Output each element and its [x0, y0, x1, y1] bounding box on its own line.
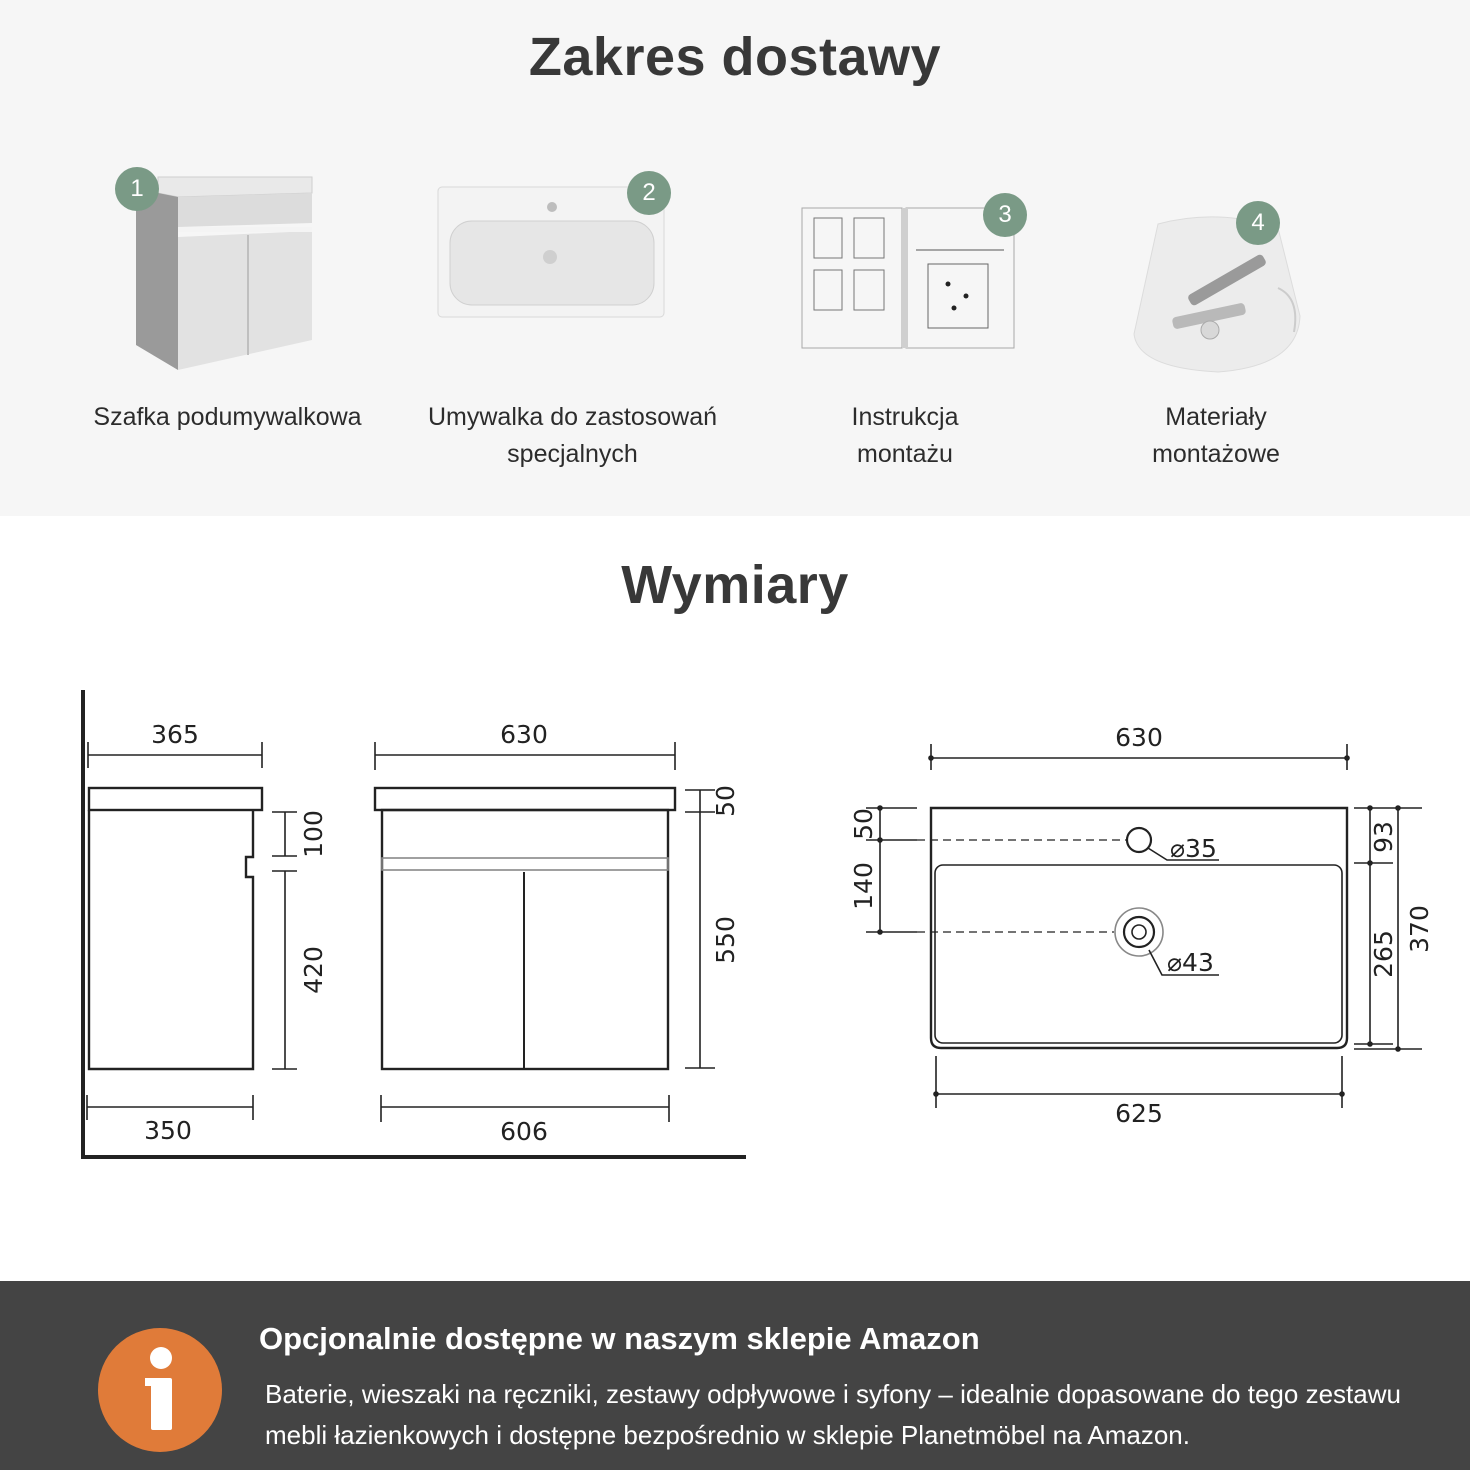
badge-2: 2	[627, 171, 671, 215]
item-label-basin: Umywalka do zastosowań specjalnych	[427, 403, 717, 468]
hardware-bag-icon	[1128, 212, 1308, 380]
badge-4: 4	[1236, 201, 1280, 245]
dimension-drawing	[0, 640, 1470, 1200]
info-text: Baterie, wieszaki na ręczniki, zestawy odpływowe i syfony – idealnie dopasowane do tego zestawu mebli łazienkowych i dostępne bezpośrednio w sklepie Planetmöbel na Amazon.	[265, 1379, 1401, 1450]
front-top-slab	[375, 788, 675, 810]
dim-side-bottom-width: 350	[144, 1116, 192, 1145]
delivery-title: Zakres dostawy	[528, 27, 942, 87]
dim-drain-hole: ⌀43	[1167, 948, 1214, 977]
dim-basin-inner-width: 625	[1115, 1099, 1163, 1128]
dim-left-offset-mid: 140	[849, 862, 878, 910]
item-label-cabinet: Szafka podumywalkowa	[93, 403, 362, 431]
manual-icon	[798, 204, 1018, 354]
dim-front-total-height: 550	[711, 916, 740, 964]
dim-right-upper: 93	[1369, 821, 1398, 853]
dim-side-body-height: 420	[299, 946, 328, 994]
vanity-cabinet-icon	[130, 165, 320, 375]
info-heading: Opcjonalnie dostępne w naszym sklepie Amazon	[259, 1321, 980, 1356]
badge-3: 3	[983, 193, 1027, 237]
basin-bowl	[935, 865, 1342, 1043]
item-label-manual: Instrukcja montażu	[851, 403, 959, 468]
dim-side-top-width: 365	[151, 720, 199, 749]
drain-outer-icon	[1115, 908, 1163, 956]
side-body	[89, 810, 253, 1069]
dim-basin-outer-width: 630	[1115, 723, 1163, 752]
dim-left-offset-top: 50	[849, 808, 878, 840]
basin-outline	[931, 808, 1347, 1048]
dim-front-top-width: 630	[500, 720, 548, 749]
side-top-slab	[89, 788, 262, 810]
dimensions-title: Wymiary	[621, 555, 849, 615]
dim-front-top-thickness: 50	[711, 785, 740, 817]
info-icon	[97, 1327, 223, 1453]
drain-hole-icon	[1124, 917, 1154, 947]
dim-right-lower: 265	[1369, 930, 1398, 978]
dim-right-total: 370	[1405, 905, 1434, 953]
front-handle-rail	[382, 858, 668, 870]
dim-tap-hole: ⌀35	[1170, 834, 1217, 863]
tap-hole-icon	[1127, 828, 1151, 852]
badge-1: 1	[115, 167, 159, 211]
item-label-hardware: Materiały montażowe	[1152, 403, 1280, 468]
dim-front-bottom-width: 606	[500, 1117, 548, 1146]
info-banner	[0, 1281, 1470, 1470]
dim-side-top-height: 100	[299, 810, 328, 858]
